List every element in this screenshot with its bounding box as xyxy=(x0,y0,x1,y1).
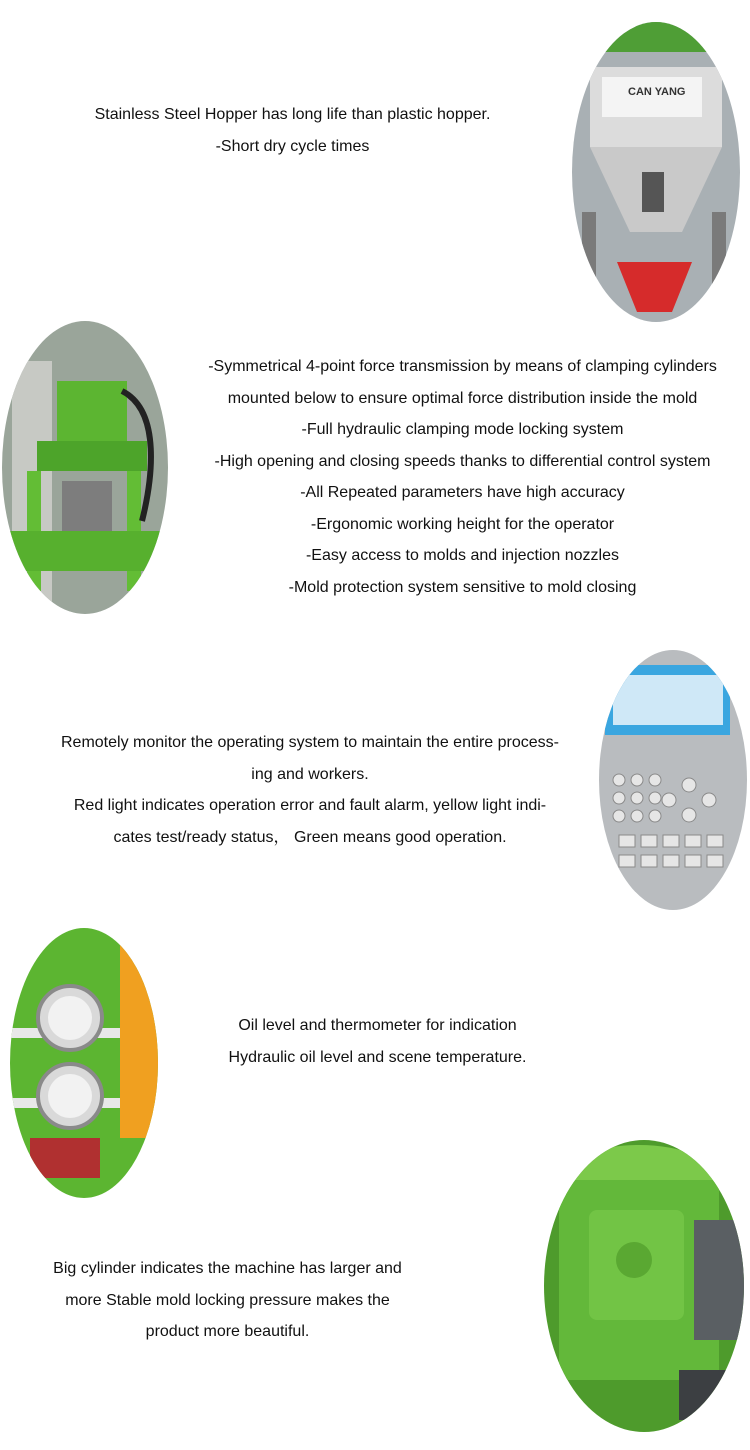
cylinder-line-1: Big cylinder indicates the machine has larger and xyxy=(53,1260,402,1277)
cylinder-text xyxy=(20,1253,435,1348)
clamping-line-1: -Symmetrical 4-point force transmission by means of clamping cylinders xyxy=(208,358,717,375)
hopper-text xyxy=(40,99,545,162)
clamping-line-6: -Ergonomic working height for the operator xyxy=(310,515,615,533)
oil-gauge-photo xyxy=(10,928,158,1198)
clamping-line-3: -Full hydraulic clamping mode locking system xyxy=(301,421,624,438)
oil-line-2: Hydraulic oil level and scene temperature. xyxy=(228,1048,527,1066)
oil-line-1: Oil level and thermometer for indication xyxy=(238,1017,517,1034)
hopper-brand-label: CAN YANG xyxy=(628,86,686,98)
control-line-3: Red light indicates operation error and fault alarm, yellow light indi- xyxy=(73,797,547,814)
control-line-1: Remotely monitor the operating system to maintain the entire process- xyxy=(60,734,559,751)
control-line-4: cates test/ready status， Green means good operation. xyxy=(113,828,507,846)
clamping-line-8: -Mold protection system sensitive to mold closing xyxy=(288,578,637,596)
cylinder-motor-photo xyxy=(544,1140,744,1432)
oil-gauge-text xyxy=(195,1010,560,1073)
control-panel-text xyxy=(25,727,595,853)
clamping-line-7: -Easy access to molds and injection nozzles xyxy=(305,547,620,564)
hopper-line-2: -Short dry cycle times xyxy=(215,137,370,155)
cylinder-line-2: more Stable mold locking pressure makes the xyxy=(65,1291,390,1309)
cylinder-line-3: product more beautiful. xyxy=(145,1323,310,1340)
hopper-photo xyxy=(572,22,740,322)
hopper-line-1: Stainless Steel Hopper has long life than plastic hopper. xyxy=(94,106,491,123)
clamping-line-4: -High opening and closing speeds thanks to differential control system xyxy=(214,452,711,470)
clamping-line-2: mounted below to ensure optimal force distribution inside the mold xyxy=(227,389,698,407)
clamping-line-5: -All Repeated parameters have high accuracy xyxy=(300,484,625,501)
control-panel-photo xyxy=(599,650,747,910)
clamping-unit-photo xyxy=(2,321,168,614)
clamping-text xyxy=(175,351,750,603)
control-line-2: ing and workers. xyxy=(251,765,369,783)
